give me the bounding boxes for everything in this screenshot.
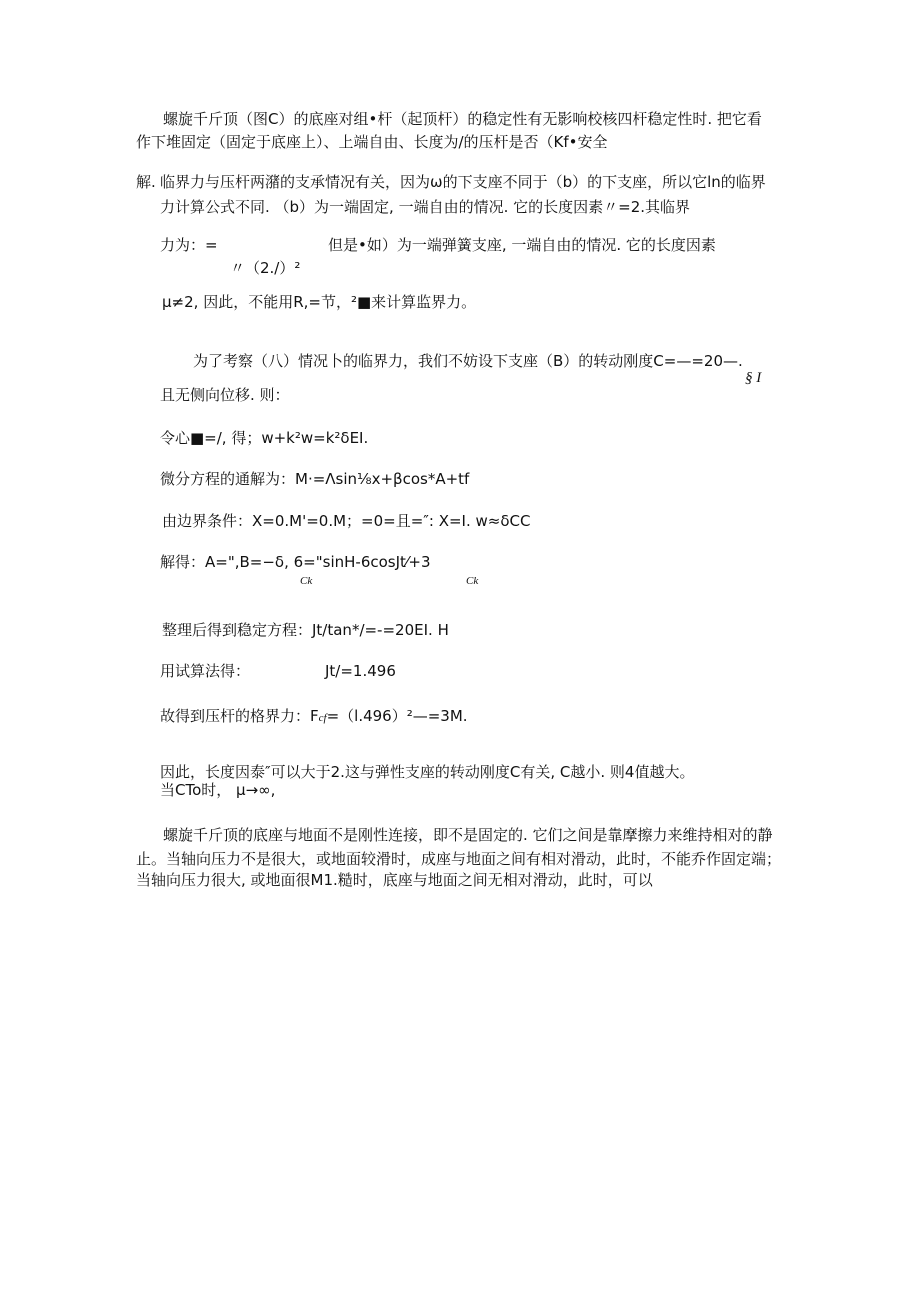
analysis-line-8b: Jt/=1.496 (325, 662, 396, 680)
analysis-line-9-text: 故得到压杆的格界力：F (160, 707, 319, 725)
analysis-line-9-sub: cf (318, 712, 327, 724)
analysis-line-3: 令心■=/, 得；w+k²w=k²δEI. (160, 429, 369, 447)
analysis-line-1: 为了考察（八）情况卜的临界力，我们不妨设下支座（B）的转动刚度C=—=20—. (193, 352, 743, 370)
ground-line-1: 螺旋千斤顶的底座与地面不是刚性连接，即不是固定的. 它们之间是靠摩擦力来维持相对的静 (163, 826, 773, 844)
analysis-line-8a: 用试算法得： (160, 662, 251, 680)
conclusion-line-2: 当CTo时， μ→∞, (160, 781, 276, 799)
solution-line-1: 临界力与压杆两潴的支承情况有关，因为ω的下支座不同于（b）的下支座，所以它ln的临界 (160, 173, 766, 191)
solution-line-3b: 但是•如）为一端弹簧支座, 一端自由的情况. 它的长度因素 (328, 236, 716, 254)
solution-label: 解. (136, 173, 156, 191)
analysis-line-7: 整理后得到稳定方程：Jt/tan*/=-=20EI. H (162, 621, 449, 639)
ground-line-2: 止。当轴向压力不是很大，或地面较滑时，成座与地面之间有相对滑动，此时，不能乔作固定端； (136, 850, 782, 868)
solution-line-2: 力计算公式不同. （b）为一端固定, 一端自由的情况. 它的长度因素〃=2.其临界 (160, 198, 691, 216)
analysis-line-1-sub: § I (745, 370, 762, 386)
conclusion-line-1: 因此，长度因泰″可以大于2.这与弹性支座的转动刚度C有关, C越小. 则4值越大。 (160, 763, 695, 781)
solution-formula: 〃（2./）² (230, 259, 301, 277)
problem-line-2: 作下堆固定（固定于底座上）、上端自由、长度为/的压杆是否（Kf•安全 (136, 133, 608, 151)
ground-line-3: 当轴向压力很大, 或地面很M1.糙时，底座与地面之间无相对滑动，此时，可以 (136, 871, 653, 889)
analysis-line-6-sub-1: Ck (300, 575, 313, 587)
problem-line-1: 螺旋千斤顶（图C）的底座对组•杆（起顶杆）的稳定性有无影响校核四杆稳定性时. 把它看 (163, 110, 762, 128)
solution-line-5: μ≠2, 因此，不能用R,=节，²■来计算监界力。 (162, 293, 477, 311)
analysis-line-6: 解得：A=",B=−δ, 6="sinH-6cosJt⁄+3 (160, 553, 431, 571)
analysis-line-6-sub-2: Ck (466, 575, 479, 587)
analysis-line-4: 微分方程的通解为：M·=Λsin⅛x+βcos*A+tf (160, 470, 470, 488)
analysis-line-5: 由边界条件：X=0.M'=0.M；=0=且=″: X=I. w≈δCC (162, 512, 531, 530)
solution-line-3a: 力为：= (160, 236, 218, 254)
analysis-line-2: 且无侧向位移. 则： (160, 386, 290, 404)
analysis-line-9-rest: =（l.496）²—=3M. (326, 707, 468, 725)
analysis-line-9 (160, 706, 468, 728)
